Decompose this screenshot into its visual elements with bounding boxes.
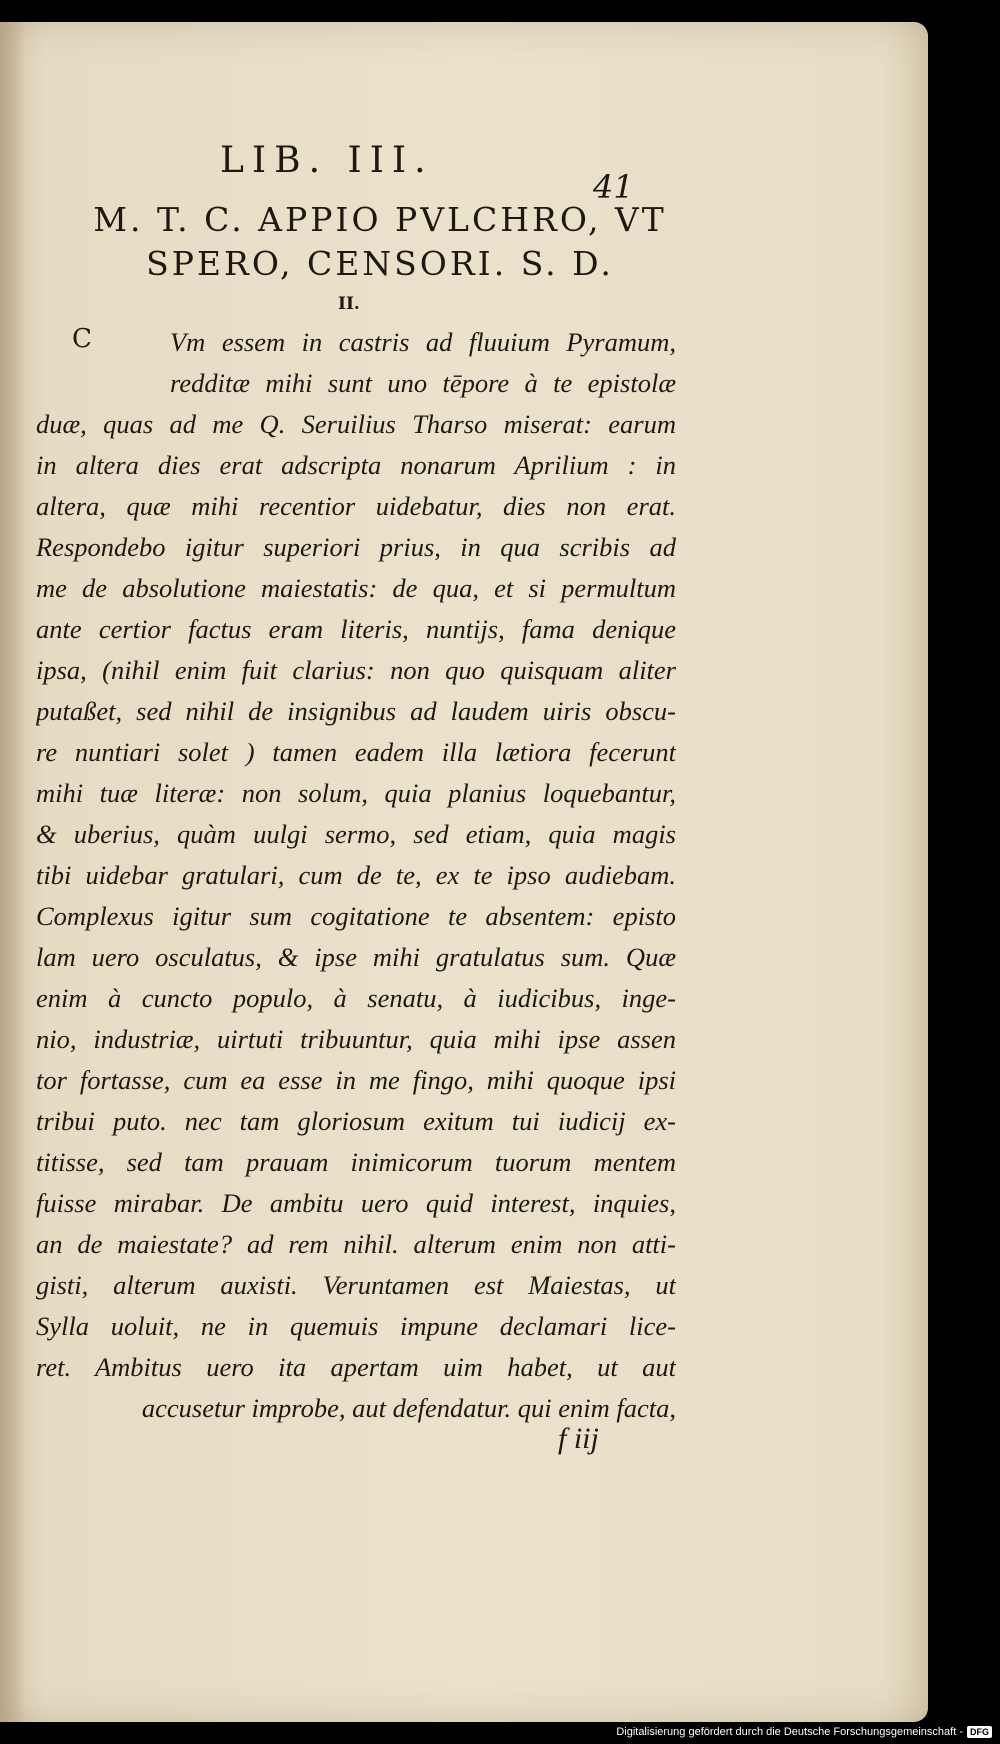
text-line: Complexus igitur sum cogitatione te absentem: episto (36, 901, 676, 931)
text-line: mihi tuæ literæ: non solum, quia planius loquebantur, (36, 778, 676, 808)
body-text (36, 322, 676, 1429)
text-line: tribui puto. nec tam gloriosum exitum tui iudicij ex- (36, 1106, 676, 1136)
text-line: ipsa, (nihil enim fuit clarius: non quo quisquam aliter (36, 655, 676, 685)
text-line: enim à cuncto populo, à senatu, à iudicibus, inge- (36, 983, 676, 1013)
text-line: redditæ mihi sunt uno tēpore à te epistolæ (170, 368, 676, 398)
text-line: & uberius, quàm uulgi sermo, sed etiam, quia magis (36, 819, 676, 849)
text-line: in altera dies erat adscripta nonarum Aprilium : in (36, 450, 676, 480)
text-line: Sylla uoluit, ne in quemuis impune declamari lice- (36, 1311, 676, 1341)
text-line: Vm essem in castris ad fluuium Pyramum, (170, 327, 676, 357)
letter-number: II. (338, 294, 360, 314)
text-line: nio, industriæ, uirtuti tribuuntur, quia mihi ipse assen (36, 1024, 676, 1054)
text-line: me de absolutione maiestatis: de qua, et si permultum (36, 573, 676, 603)
digitization-footer (616, 1726, 992, 1738)
text-line: gisti, alterum auxisti. Veruntamen est Maiestas, ut (36, 1270, 676, 1300)
text-line: lam uero osculatus, & ipse mihi gratulatus sum. Quæ (36, 942, 676, 972)
signature-mark: f iij (558, 1422, 599, 1455)
running-head: LIB. III. (220, 140, 434, 181)
letter-heading-line-2: SPERO, CENSORI. S. D. (146, 244, 614, 283)
text-line: altera, quæ mihi recentior uidebatur, dies non erat. (36, 491, 676, 521)
dfg-logo: DFG (967, 1726, 992, 1738)
page-number: 41 (593, 168, 634, 206)
text-line: fuisse mirabar. De ambitu uero quid interest, inquies, (36, 1188, 676, 1218)
text-line: re nuntiari solet ) tamen eadem illa lætiora fecerunt (36, 737, 676, 767)
text-line: duæ, quas ad me Q. Seruilius Tharso miserat: earum (36, 409, 676, 439)
text-line: tor fortasse, cum ea esse in me fingo, mihi quoque ipsi (36, 1065, 676, 1095)
text-line: ret. Ambitus uero ita apertam uim habet, ut aut (36, 1352, 676, 1382)
text-line: accusetur improbe, aut defendatur. qui enim facta, (141, 1393, 676, 1423)
text-line: putaßet, sed nihil de insignibus ad laudem uiris obscu- (36, 696, 676, 726)
book-page (0, 22, 928, 1722)
text-line: tibi uidebar gratulari, cum de te, ex te ipso audiebam. (36, 860, 676, 890)
text-line: Respondebo igitur superiori prius, in qua scribis ad (36, 532, 676, 562)
text-line: an de maiestate? ad rem nihil. alterum enim non atti- (36, 1229, 676, 1259)
letter-heading-line-1: M. T. C. APPIO PVLCHRO, VT (93, 200, 667, 239)
text-line: titisse, sed tam prauam inimicorum tuorum mentem (36, 1147, 676, 1177)
page-gutter-shadow (0, 22, 26, 1722)
text-line: ante certior factus eram literis, nuntijs, fama denique (36, 614, 676, 644)
footer-credit: Digitalisierung gefördert durch die Deutsche Forschungsgemeinschaft - (616, 1726, 963, 1738)
drop-initial: C (72, 324, 92, 354)
